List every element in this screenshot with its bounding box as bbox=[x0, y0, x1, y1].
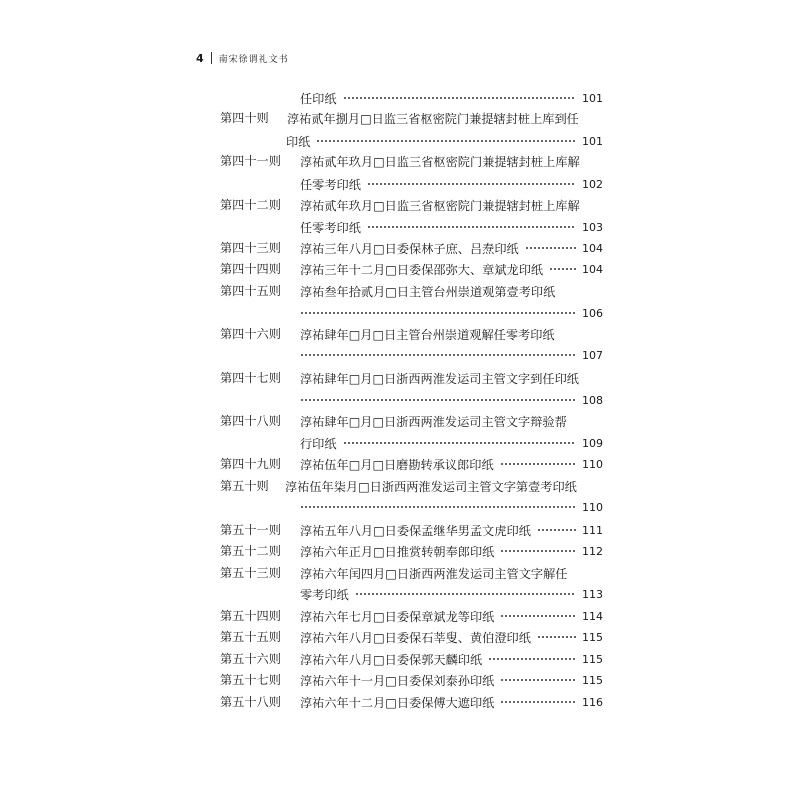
entry-title: 淳祐六年正月□日推赏转朝奉郎印纸 bbox=[300, 544, 495, 559]
dot-leader bbox=[316, 140, 576, 142]
entry-title: 淳祐贰年玖月□日监三省枢密院门兼提辖封桩上库解 bbox=[300, 154, 580, 169]
toc-entry bbox=[285, 476, 603, 496]
entry-title: 任零考印纸 bbox=[300, 220, 361, 235]
toc-entry bbox=[300, 541, 603, 561]
dot-leader bbox=[500, 615, 576, 617]
toc-entry bbox=[300, 368, 603, 388]
toc-entry bbox=[300, 433, 603, 453]
dot-leader bbox=[367, 183, 576, 185]
page-number: 4 bbox=[196, 51, 204, 65]
toc-entry bbox=[300, 345, 603, 365]
entry-title: 淳祐伍年柒月□日浙西两淮发运司主管文字第壹考印纸 bbox=[285, 479, 577, 494]
toc-entry bbox=[300, 520, 603, 540]
entry-title: 淳祐六年十二月□日委保傅大遮印纸 bbox=[300, 695, 495, 710]
entry-number: 第四十四则 bbox=[220, 262, 281, 276]
entry-page-number: 114 bbox=[582, 609, 603, 623]
entry-page-number: 113 bbox=[582, 587, 603, 601]
entry-page-number: 112 bbox=[582, 544, 603, 558]
entry-page-number: 106 bbox=[582, 306, 603, 320]
entry-page-number: 110 bbox=[582, 457, 603, 471]
entry-title: 淳祐伍年□月□日磨勘转承议郎印纸 bbox=[300, 457, 494, 472]
entry-title: 淳祐五年八月□日委保孟继华男孟文虎印纸 bbox=[300, 523, 531, 538]
toc-entry bbox=[300, 195, 603, 215]
entry-page-number: 111 bbox=[582, 523, 603, 537]
toc-entry bbox=[300, 88, 603, 108]
toc-entry bbox=[286, 131, 603, 151]
toc-entry bbox=[300, 259, 603, 279]
toc-entry bbox=[300, 627, 603, 647]
dot-leader bbox=[525, 247, 576, 249]
toc-entry bbox=[300, 692, 603, 712]
entry-title: 淳祐六年八月□日委保石莘叟、黄伯澄印纸 bbox=[300, 630, 531, 645]
toc-entry bbox=[300, 151, 603, 171]
toc-entry bbox=[300, 281, 603, 301]
entry-number: 第四十三则 bbox=[220, 241, 281, 255]
dot-leader bbox=[300, 506, 576, 508]
entry-page-number: 103 bbox=[582, 220, 603, 234]
entry-number: 第五十二则 bbox=[220, 544, 281, 558]
toc-entry bbox=[300, 390, 603, 410]
entry-title: 淳祐贰年捌月□日监三省枢密院门兼提辖封桩上库到任 bbox=[287, 111, 579, 126]
entry-title: 淳祐贰年玖月□日监三省枢密院门兼提辖封桩上库解 bbox=[300, 198, 580, 213]
dot-leader bbox=[488, 658, 576, 660]
entry-page-number: 102 bbox=[582, 177, 603, 191]
toc-entry bbox=[300, 454, 603, 474]
entry-title: 淳祐三年十二月□日委保邵弥大、章斌龙印纸 bbox=[300, 262, 544, 277]
dot-leader bbox=[300, 354, 576, 356]
entry-number: 第五十五则 bbox=[220, 630, 281, 644]
entry-number: 第四十则 bbox=[220, 111, 269, 125]
entry-title: 淳祐六年八月□日委保郭天麟印纸 bbox=[300, 652, 483, 667]
entry-number: 第五十则 bbox=[220, 479, 269, 493]
toc-entry bbox=[300, 497, 603, 517]
dot-leader bbox=[537, 529, 576, 531]
entry-number: 第四十七则 bbox=[220, 371, 281, 385]
entry-number: 第五十八则 bbox=[220, 695, 281, 709]
dot-leader bbox=[300, 399, 576, 401]
entry-number: 第四十九则 bbox=[220, 457, 281, 471]
toc-entry bbox=[287, 108, 603, 128]
entry-number: 第五十六则 bbox=[220, 652, 281, 666]
entry-page-number: 104 bbox=[582, 241, 603, 255]
toc-entry bbox=[300, 649, 603, 669]
toc-entry bbox=[300, 411, 603, 431]
dot-leader bbox=[500, 679, 576, 681]
entry-page-number: 109 bbox=[582, 436, 603, 450]
toc-entry bbox=[300, 670, 603, 690]
entry-title: 零考印纸 bbox=[300, 587, 349, 602]
toc-entry bbox=[300, 238, 603, 258]
entry-page-number: 115 bbox=[582, 630, 603, 644]
entry-number: 第四十一则 bbox=[220, 154, 281, 168]
entry-page-number: 115 bbox=[582, 652, 603, 666]
entry-number: 第五十一则 bbox=[220, 523, 281, 537]
toc-entry bbox=[300, 606, 603, 626]
entry-number: 第四十二则 bbox=[220, 198, 281, 212]
entry-page-number: 101 bbox=[582, 134, 603, 148]
entry-title: 淳祐六年闰四月□日浙西两淮发运司主管文字解任 bbox=[300, 566, 568, 581]
toc-entry bbox=[300, 303, 603, 323]
dot-leader bbox=[549, 268, 576, 270]
entry-title: 淳祐叁年拾贰月□日主管台州崇道观第壹考印纸 bbox=[300, 284, 556, 299]
entry-page-number: 107 bbox=[582, 348, 603, 362]
dot-leader bbox=[500, 463, 576, 465]
entry-page-number: 115 bbox=[582, 673, 603, 687]
toc-entry bbox=[300, 174, 603, 194]
toc-entry bbox=[300, 324, 603, 344]
dot-leader bbox=[300, 312, 576, 314]
entry-title: 淳祐六年七月□日委保章斌龙等印纸 bbox=[300, 609, 495, 624]
book-title: 南宋徐谓礼文书 bbox=[218, 54, 289, 65]
entry-page-number: 116 bbox=[582, 695, 603, 709]
entry-title: 淳祐三年八月□日委保林子庶、吕焘印纸 bbox=[300, 241, 519, 256]
toc-entry bbox=[300, 217, 603, 237]
entry-number: 第四十八则 bbox=[220, 414, 281, 428]
entry-title: 印纸 bbox=[286, 134, 311, 149]
entry-number: 第五十三则 bbox=[220, 566, 281, 580]
entry-page-number: 110 bbox=[582, 500, 603, 514]
entry-title: 淳祐六年十一月□日委保刘泰孙印纸 bbox=[300, 673, 495, 688]
dot-leader bbox=[500, 701, 576, 703]
dot-leader bbox=[500, 550, 576, 552]
dot-leader bbox=[343, 442, 576, 444]
dot-leader bbox=[537, 636, 576, 638]
dot-leader bbox=[367, 226, 576, 228]
entry-page-number: 101 bbox=[582, 91, 603, 105]
entry-title: 淳祐肆年□月□日主管台州崇道观解任零考印纸 bbox=[300, 327, 555, 342]
entry-title: 行印纸 bbox=[300, 436, 337, 451]
toc-entry bbox=[300, 584, 603, 604]
entry-number: 第四十五则 bbox=[220, 284, 281, 298]
entry-title: 任印纸 bbox=[300, 91, 337, 106]
entry-page-number: 108 bbox=[582, 393, 603, 407]
toc-entry bbox=[300, 563, 603, 583]
entry-title: 任零考印纸 bbox=[300, 177, 361, 192]
dot-leader bbox=[355, 593, 576, 595]
entry-title: 淳祐肆年□月□日浙西两淮发运司主管文字辩验帮 bbox=[300, 414, 567, 429]
entry-number: 第四十六则 bbox=[220, 327, 281, 341]
entry-number: 第五十四则 bbox=[220, 609, 281, 623]
entry-page-number: 104 bbox=[582, 262, 603, 276]
entry-title: 淳祐肆年□月□日浙西两淮发运司主管文字到任印纸 bbox=[300, 371, 579, 386]
entry-number: 第五十七则 bbox=[220, 673, 281, 687]
dot-leader bbox=[343, 97, 576, 99]
